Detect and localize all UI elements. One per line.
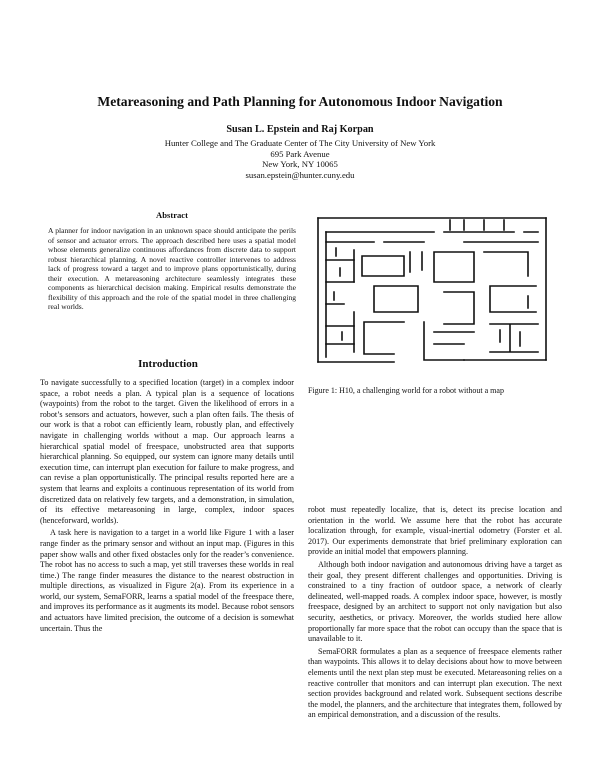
wall-right-stubs <box>500 296 528 346</box>
affiliation-city: New York, NY 10065 <box>262 159 338 170</box>
wall-central-room-b <box>374 286 418 312</box>
right-column-body <box>308 505 562 721</box>
figure-1-caption: Figure 1: H10, a challenging world for a robot without a map <box>308 386 504 395</box>
wall-right-room-a <box>434 252 474 282</box>
figure-1-floorplan <box>314 212 550 366</box>
affiliation-institution: Hunter College and The Graduate Center of The City University of New York <box>164 138 436 148</box>
wall-central-dividers <box>410 252 422 272</box>
floorplan-map <box>314 212 550 366</box>
wall-right-room-c <box>490 286 536 312</box>
affiliation-email: susan.epstein@hunter.cuny.edu <box>245 169 355 180</box>
introduction-heading: Introduction <box>138 358 198 370</box>
affiliation-street: 695 Park Avenue <box>270 148 330 159</box>
wall-central-room-a <box>362 256 404 276</box>
intro-paragraph-4: Although both indoor navigation and autonomous driving have a target as their goal, they present different challenges and opportunities. Driving is constrained to a tiny fraction of outdoor space, a network of clearly delineated, well-mapped roads. A complex indoor space, however, is mostly freespace, designed by an architect to support not only navigation but also security, aesthetics, or privacy. Moreover, the worlds studied here allow proportionally far more space that the robot can occupy than the space that is unavailable to it. <box>308 559 562 644</box>
abstract-heading: Abstract <box>156 210 188 220</box>
affiliation-block <box>40 138 560 180</box>
left-column-body <box>40 378 294 634</box>
wall-right-room-d <box>444 292 474 324</box>
wall-lower-right-rooms <box>490 324 538 352</box>
wall-lower-rooms <box>434 332 474 344</box>
intro-paragraph-1: To navigate successfully to a specified location (target) in a complex indoor space, a robot needs a plan. A typical plan is a sequence of locations (waypoints) from the robot to the target. Given the likelihood of errors in a robot’s sensors and actuators, however, such a plan often fails. The thesis of our work is that a robot can efficiently learn, robustly plan, and effectively navigate in challenging worlds without a map. Our approach learns a hierarchical spatial model of freespace, unobstructed area that supports hierarchical planning. So equipped, our system can ignore many details until execution time, can interrupt plan execution for failure to make progress, and can revise a plan opportunistically. The principal results reported here are a system that learns and exploits a continuous representation of its world from discretized data on relatively few targets, and a demonstration, in simulation, of its effective metareasoning in large, complex, indoor spaces (henceforward, worlds). <box>40 378 294 525</box>
wall-lower-corridor <box>424 322 464 360</box>
wall-lower-left-room <box>364 322 404 354</box>
paper-title: Metareasoning and Path Planning for Autonomous Indoor Navigation <box>97 94 503 109</box>
intro-paragraph-3: robot must repeatedly localize, that is, detect its precise location and orientation in the world. We assume here that the robot has accurate localization through, for example, visual-inertial odometry (Forster et al. 2017). Our experiments demonstrate that brief preliminary exploration can provide an initial model that empowers planning. <box>308 505 562 557</box>
wall-top-dividers <box>450 220 504 230</box>
abstract-text: A planner for indoor navigation in an unknown space should anticipate the perils of sensor and actuator errors. The approach described here uses a spatial model whose elements generalize continuous affordances from discrete data to support robust hierarchical planning. A novel reactive controller intervenes to address lack of progress toward a target and to improve plans opportunistically, during their execution. A metareasoning architecture seamlessly integrates these components as hierarchical decision making. Empirical results demonstrate the flexibility of this approach and the role of the spatial model in three challenging real worlds. <box>48 226 296 312</box>
author-names: Susan L. Epstein and Raj Korpan <box>226 124 374 135</box>
wall-right-room-b <box>484 252 528 276</box>
intro-paragraph-2: A task here is navigation to a target in a world like Figure 1 with a laser range finder as the primary sensor and without an input map. (Figures in this paper show walls and other fixed obstacles only for the reader’s convenience. The robot has no access to such a map, yet still traverses these worlds in real time.) The range finder measures the distance to the nearest obstruction in multiple directions, as visualized in Figure 2(a). From its experience in a world, our system, SemaFORR, learns a spatial model of the freespace there, and improves its performance as it augments its model. Because robot sensors and actuators have limited precision, the outcome of a decision is somewhat uncertain. Thus the <box>40 528 294 633</box>
intro-paragraph-5: SemaFORR formulates a plan as a sequence of freespace elements rather than waypoints. This allows it to delay decisions about how to move between elements until the next plan step must be executed. Metareasoning relies on a reactive controller that monitors and can interrupt plan execution. The next section provides background and related work. Subsequent sections describe the model, the planners, and the architecture that integrates them, followed by an empirical demonstration, and a discussion of the results. <box>308 646 562 720</box>
